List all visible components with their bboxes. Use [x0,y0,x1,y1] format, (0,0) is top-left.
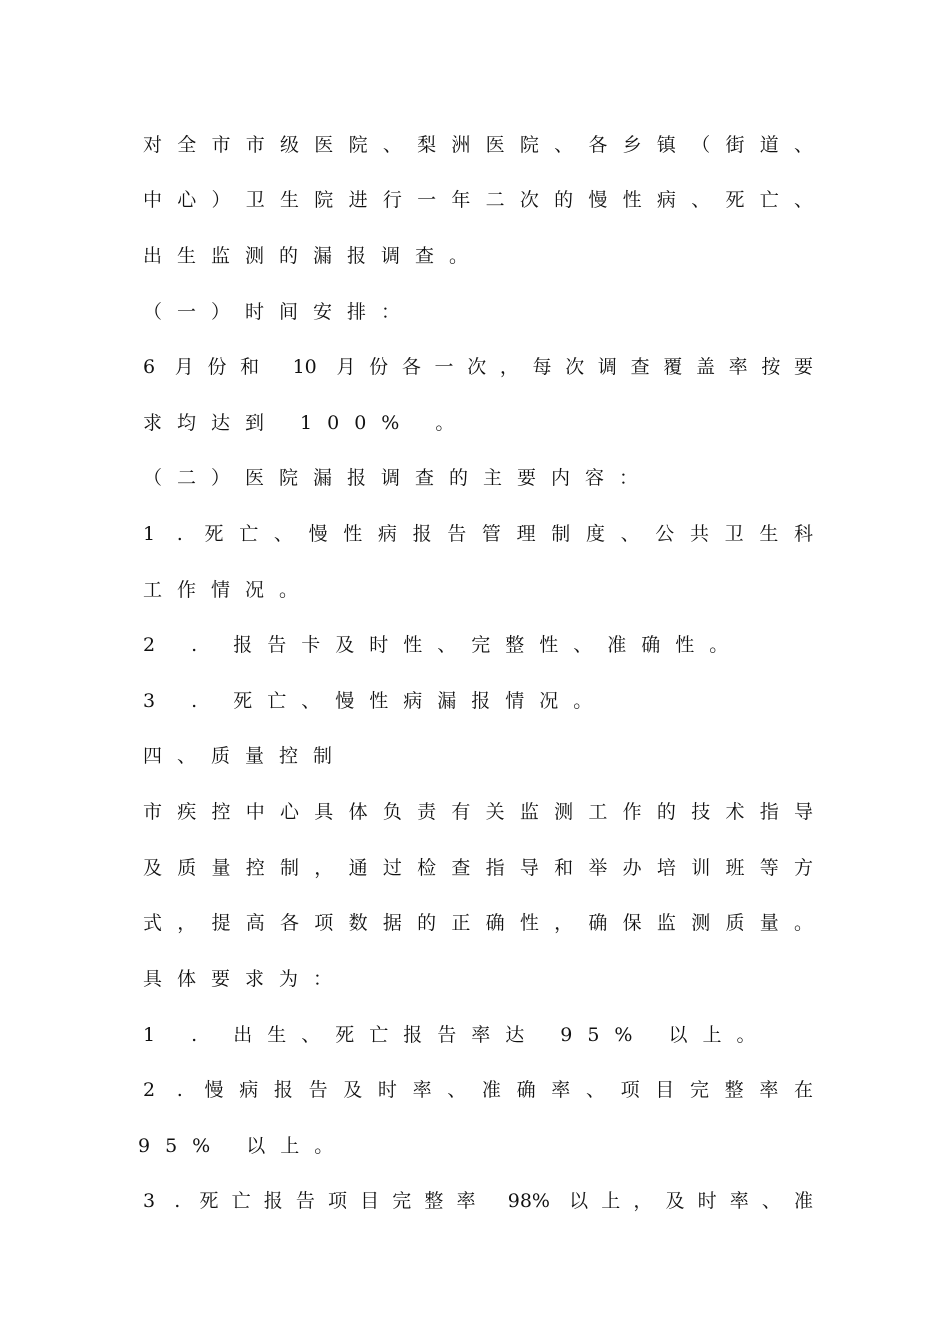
text-line: 中心）卫生院进行一年二次的慢性病、死亡、 [143,189,813,211]
text-line: 求均达到 100% 。 [143,412,470,434]
text-line: 95% 以上。 [138,1135,349,1157]
text-line: 6 月份和 10 月份各一次，每次调查覆盖率按要 [143,356,813,378]
list-item: 2 . 慢病报告及时率、准确率、项目完整率在 [143,1079,813,1101]
section-heading: （一）时间安排： [143,301,416,323]
text-line: 市疾控中心具体负责有关监测工作的技术指导 [143,801,813,823]
text-line: 对全市市级医院、梨洲医院、各乡镇（街道、 [143,134,813,156]
list-item: 1 . 死亡、慢性病报告管理制度、公共卫生科 [143,523,813,545]
text-line: 具体要求为： [143,968,348,990]
list-item: 3 . 死亡、慢性病漏报情况。 [143,690,608,712]
text-line: 工作情况。 [143,579,314,601]
section-heading: 四、质量控制 [143,745,348,767]
text-line: 出生监测的漏报调查。 [143,245,484,267]
section-heading: （二）医院漏报调查的主要内容： [143,467,654,489]
list-item: 1 . 出生、死亡报告率达 95% 以上。 [143,1024,771,1046]
list-item: 3 . 死亡报告项目完整率 98% 以上，及时率、准 [143,1190,813,1212]
text-line: 及质量控制，通过检查指导和举办培训班等方 [143,857,813,879]
list-item: 2 . 报告卡及时性、完整性、准确性。 [143,634,744,656]
text-line: 式，提高各项数据的正确性，确保监测质量。 [143,912,813,934]
